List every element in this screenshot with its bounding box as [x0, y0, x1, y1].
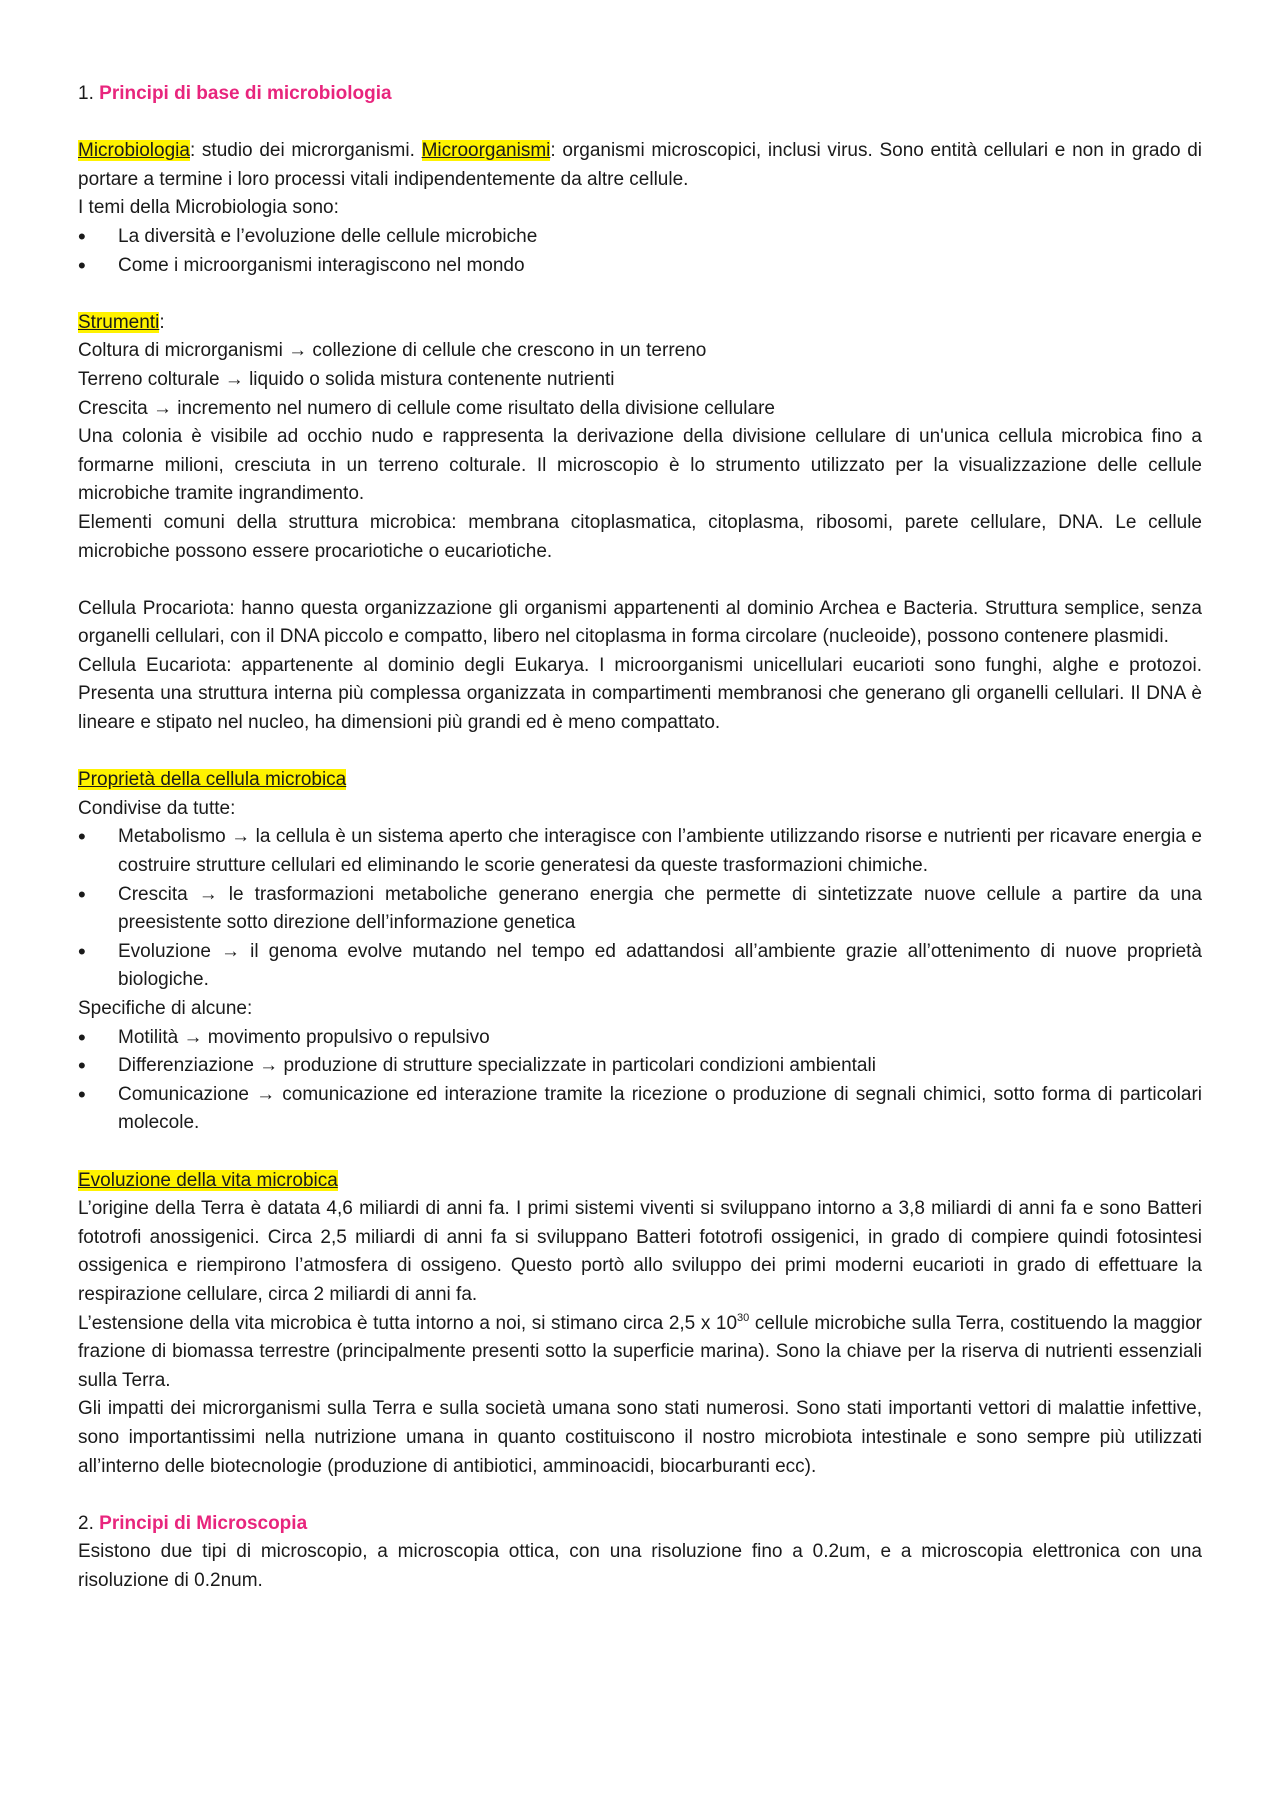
list-item: • Come i microorganismi interagiscono nel mondo [78, 252, 1202, 281]
def-microorganismi: : organismi microscopici, inclusi virus. Sono entità cellulari e non in grado di portare a termine i loro processi vitali indipendentemente da altre cellule. [78, 140, 1203, 190]
elementi-paragraph: Elementi comuni della struttura microbica: membrana citoplasmatica, citoplasma, ribosomi, parete cellulare, DNA. Le cellule microbiche possono essere procariotiche o eucariotiche. [78, 511, 1202, 562]
proprieta-heading [78, 766, 1202, 795]
section-1-heading [78, 80, 1202, 109]
list-item: • Comunicazione → comunicazione ed interazione tramite la ricezione o produzione di segnali chimici, sotto forma di particolari molecole. [78, 1081, 1202, 1138]
strumenti-line: Crescita → incremento nel numero di cellule come risultato della divisione cellulare [78, 397, 775, 419]
term-microorganismi: Microorganismi [421, 140, 551, 162]
section-2-heading [78, 1510, 1202, 1539]
eucariota-paragraph: Cellula Eucariota: appartenente al dominio degli Eukarya. I microorganismi unicellulari eucarioti sono funghi, alghe e protozoi. Presenta una struttura interna più complessa organizzata in compartimenti membranosi che generano gli organelli cellulari. Il DNA è lineare e stipato nel nucleo, ha dimensioni più grandi ed è meno compattato. [78, 654, 1202, 734]
evoluzione-title: Evoluzione della vita microbica [78, 1169, 338, 1191]
list-item: • La diversità e l’evoluzione delle cellule microbiche [78, 223, 1202, 252]
evoluzione-paragraph-2: L’estensione della vita microbica è tutta intorno a noi, si stimano circa 2,5 x $10^{30}$ cellule microbiche sulla Terra, costituendo la maggior frazione di biomassa terrestre (principalmente presenti sotto la superficie marina). Sono la chiave per la riserva di nutrienti essenziali sulla Terra. [78, 1311, 1203, 1391]
def-microbiologia: : studio dei microrganismi. [189, 140, 422, 162]
bullet-icon [78, 1024, 98, 1055]
specifiche-label: Specifiche di alcune: [78, 998, 253, 1019]
term-microbiologia: Microbiologia [78, 140, 190, 162]
condivise-list [78, 823, 1202, 995]
procariota-paragraph: Cellula Procariota: hanno questa organizzazione gli organismi appartenenti al dominio Archea e Bacteria. Struttura semplice, senza organelli cellulari, con il DNA piccolo e compatto, libero nel citoplasma in forma circolare (nucleoide), possono contenere plasmidi. [78, 597, 1202, 648]
section-2-title: Principi di Microscopia [99, 1512, 308, 1534]
themes-list [78, 223, 1202, 280]
intro-paragraph [78, 137, 1202, 194]
bullet-icon [78, 823, 98, 854]
section-1-title: Principi di base di microbiologia [99, 83, 392, 104]
list-item: • Motilità → movimento propulsivo o repulsivo [78, 1024, 1202, 1053]
document-page [78, 80, 1202, 1595]
strumenti-heading: Strumenti: [78, 311, 165, 333]
evoluzione-heading [78, 1167, 1202, 1196]
themes-intro: I temi della Microbiologia sono: [78, 197, 339, 219]
exponent: 30 [737, 1311, 750, 1324]
list-item: • Evoluzione → il genoma evolve mutando nel tempo ed adattandosi all’ambiente grazie all’ottenimento di nuove proprietà biologiche. [78, 938, 1202, 995]
evoluzione-paragraph-1: L’origine della Terra è datata 4,6 miliardi di anni fa. I primi sistemi viventi si sviluppano intorno a 3,8 miliardi di anni fa e sono Batteri fototrofi anossigenici. Circa 2,5 miliardi di anni fa si sviluppano Batteri fototrofi ossigenici, in grado di compiere quindi fotosintesi ossigenica e riempirono l’atmosfera di ossigeno. Questo portò allo sviluppo dei primi moderni eucarioti in grado di effettuare la respirazione cellulare, circa 2 miliardi di anni fa. [78, 1198, 1202, 1305]
bullet-icon [78, 1081, 98, 1112]
strumenti-title: Strumenti [78, 311, 160, 333]
bullet-icon [78, 1052, 98, 1083]
bullet-icon [78, 881, 98, 912]
specifiche-list [78, 1024, 1202, 1138]
section-2-number: 2. [78, 1512, 94, 1534]
bullet-icon [78, 223, 98, 254]
proprieta-title: Proprietà della cellula microbica [78, 769, 347, 791]
strumenti-line: Coltura di microrganismi → collezione di cellule che crescono in un terreno [78, 340, 707, 362]
section-1-number: 1. [78, 83, 94, 104]
evoluzione-paragraph-3: Gli impatti dei microrganismi sulla Terra e sulla società umana sono stati numerosi. Sono stati importanti vettori di malattie infettive, sono importantissimi nella nutrizione umana in quanto costituiscono il nostro microbiota intestinale e sono sempre più utilizzati all’interno delle biotecnologie (produzione di antibiotici, amminoacidi, biocarburanti ecc). [78, 1398, 1202, 1477]
bullet-icon [78, 252, 98, 283]
colonia-paragraph: Una colonia è visibile ad occhio nudo e rappresenta la derivazione della divisione cellulare di un'unica cellula microbica fino a formarne milioni, cresciuta in un terreno colturale. Il microscopio è lo strumento utilizzato per la visualizzazione delle cellule microbiche tramite ingrandimento. [78, 426, 1202, 505]
list-item: • Differenziazione → produzione di strutture specializzate in particolari condizioni ambientali [78, 1052, 1202, 1081]
condivise-label: Condivise da tutte: [78, 797, 236, 819]
list-item: • Metabolismo → la cellula è un sistema aperto che interagisce con l’ambiente utilizzando risorse e nutrienti per ricavare energia e costruire strutture cellulari ed eliminando le scorie generatesi da queste trasformazioni chimiche. [78, 823, 1202, 880]
strumenti-line: Terreno colturale → liquido o solida mistura contenente nutrienti [78, 368, 615, 390]
microscopia-paragraph: Esistono due tipi di microscopio, a microscopia ottica, con una risoluzione fino a 0.2um, e a microscopia elettronica con una risoluzione di 0.2num. [78, 1541, 1202, 1591]
list-item: • Crescita → le trasformazioni metaboliche generano energia che permette di sintetizzate nuove cellule a partire da una preesistente sotto direzione dell’informazione genetica [78, 881, 1202, 938]
bullet-icon [78, 938, 98, 969]
